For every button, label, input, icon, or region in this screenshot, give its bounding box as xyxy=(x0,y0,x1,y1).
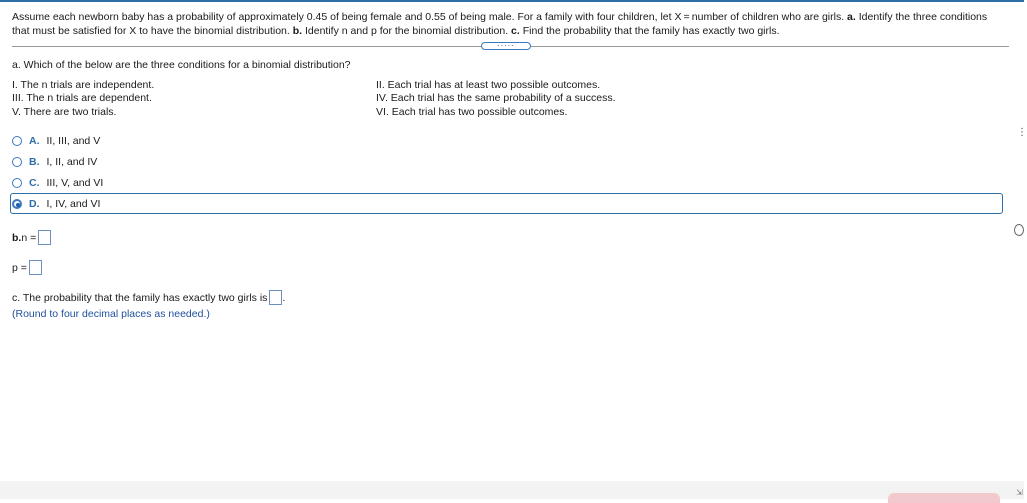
radio-button[interactable] xyxy=(12,157,22,167)
part-c-prompt: c. The probability that the family has exactly two girls is xyxy=(12,291,268,304)
condition-item: VI. Each trial has two possible outcomes. xyxy=(376,105,568,118)
conditions-right-column xyxy=(376,79,616,119)
problem-text-3: Identify n and p for the binomial distribution. xyxy=(302,24,512,37)
radio-button[interactable] xyxy=(12,136,22,146)
probability-input[interactable] xyxy=(269,290,282,305)
problem-text-4: Find the probability that the family has exactly two girls. xyxy=(519,24,780,37)
bottom-toolbar xyxy=(0,481,1024,499)
choice-b[interactable] xyxy=(12,153,97,171)
top-accent-bar xyxy=(0,0,1024,2)
choice-letter: A. xyxy=(29,135,40,147)
check-answer-button[interactable] xyxy=(888,493,1000,503)
problem-part-a-label: a. xyxy=(847,11,856,23)
rounding-hint: (Round to four decimal places as needed.) xyxy=(12,308,210,320)
p-answer-row xyxy=(12,260,42,275)
choice-d[interactable] xyxy=(12,195,100,213)
problem-statement xyxy=(12,11,1002,38)
condition-item: II. Each trial has at least two possible outcomes. xyxy=(376,79,601,91)
n-label: n = xyxy=(21,231,37,244)
part-c-period: . xyxy=(282,291,286,304)
condition-item: IV. Each trial has the same probability of a success. xyxy=(376,92,616,105)
resize-grip-icon[interactable]: ⇲ xyxy=(1016,488,1023,497)
problem-text-1: Assume each newborn baby has a probability of approximately 0.45 of being female and 0.55 of being male. For a family with four children, let X = number of children who are girls. xyxy=(12,11,848,23)
choice-letter: D. xyxy=(29,198,40,210)
choice-text: III, V, and VI xyxy=(46,177,104,189)
condition-item: V. There are two trials. xyxy=(12,105,117,118)
choice-a[interactable] xyxy=(12,132,100,150)
choice-letter: C. xyxy=(29,177,40,189)
choice-text: II, III, and V xyxy=(46,135,101,147)
choice-c[interactable] xyxy=(12,174,103,192)
radio-button-selected[interactable] xyxy=(12,199,22,209)
radio-button[interactable] xyxy=(12,178,22,188)
choice-text: I, IV, and VI xyxy=(46,198,101,210)
p-input[interactable] xyxy=(29,260,42,275)
problem-part-b-label: b. xyxy=(292,24,303,37)
n-answer-row xyxy=(12,230,51,245)
conditions-left-column xyxy=(12,79,154,119)
choice-text: I, II, and IV xyxy=(46,156,98,168)
condition-item: I. The n trials are independent. xyxy=(12,79,155,91)
part-b-label: b. xyxy=(12,231,22,244)
scroll-handle-icon[interactable]: ⋮ xyxy=(1017,127,1027,138)
expand-button[interactable] xyxy=(481,38,531,50)
problem-text-2: Identify the three conditions that must be satisfied for X to have the binomial distribution. xyxy=(12,11,988,37)
problem-part-c-label: c. xyxy=(511,24,520,37)
p-label: p = xyxy=(12,261,27,274)
n-input[interactable] xyxy=(38,230,51,245)
condition-item: III. The n trials are dependent. xyxy=(12,92,152,105)
expand-button-label: ..... xyxy=(497,38,515,48)
part-c-answer-row xyxy=(12,290,285,305)
help-icon[interactable] xyxy=(1014,224,1024,236)
part-a-question: a. Which of the below are the three conditions for a binomial distribution? xyxy=(12,59,351,71)
choice-letter: B. xyxy=(29,156,40,168)
selected-choice-highlight xyxy=(10,193,1003,214)
